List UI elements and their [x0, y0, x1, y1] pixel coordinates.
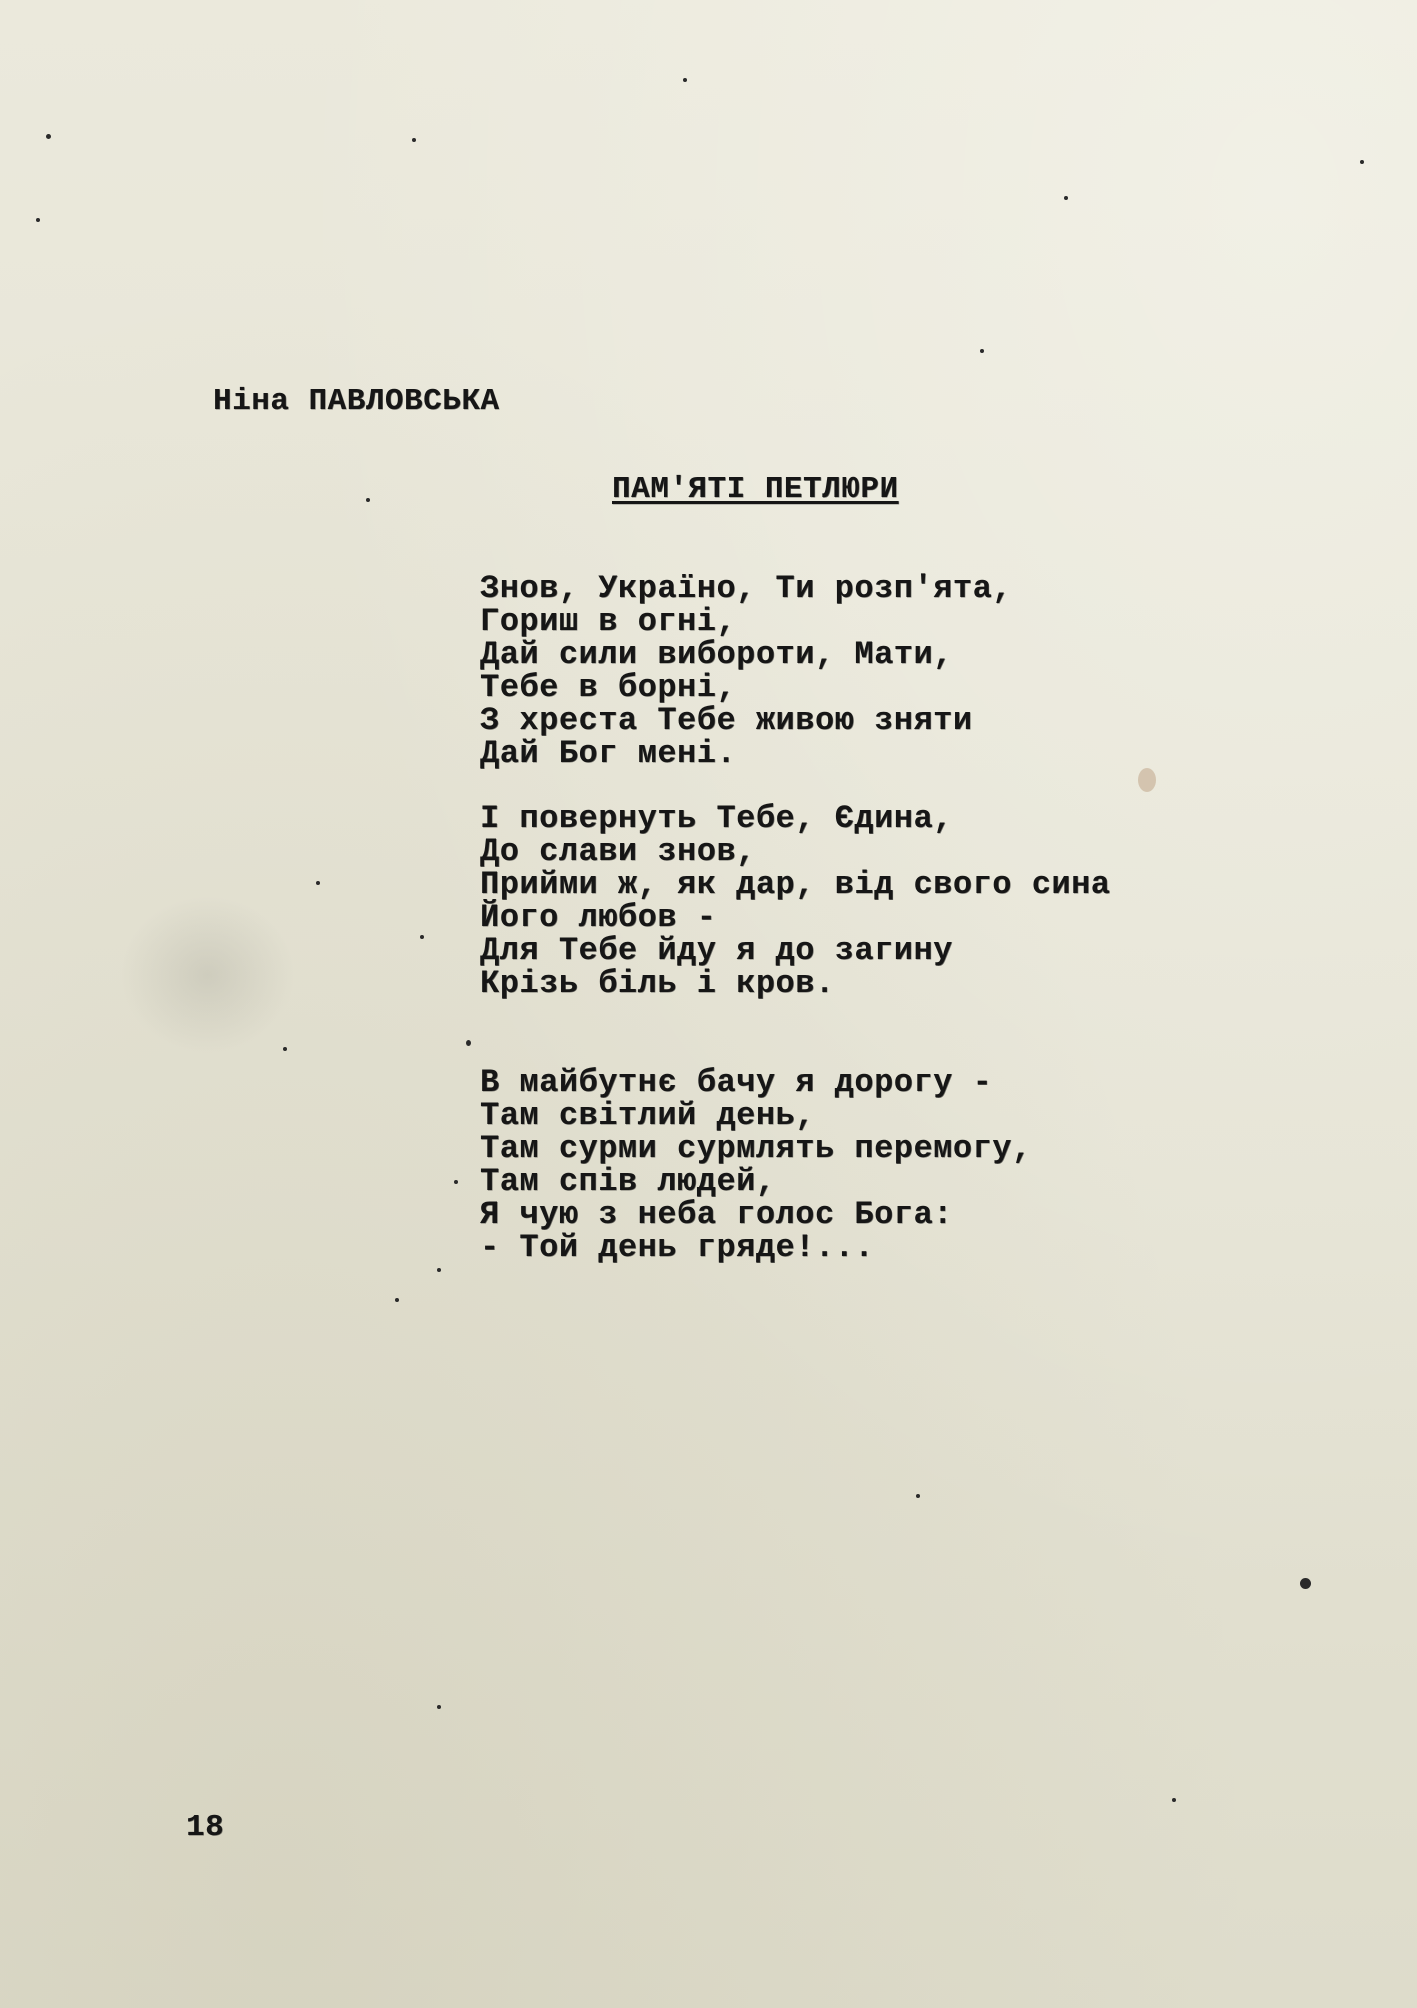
ink-speck [46, 134, 51, 139]
page-number: 18 [186, 1810, 225, 1845]
poem-line: Гориш в огні, [480, 603, 737, 640]
poem-line: Там сурми сурмлять перемогу, [480, 1130, 1032, 1167]
poem-line: Дай Бог мені. [480, 735, 737, 772]
ink-speck [1300, 1578, 1311, 1589]
poem-line: Крізь біль і кров. [480, 965, 835, 1002]
ink-speck [283, 1047, 287, 1051]
ink-speck [1172, 1798, 1176, 1802]
ink-speck [1064, 196, 1068, 200]
ink-speck [366, 498, 370, 502]
poem-line: В майбутнє бачу я дорогу - [480, 1064, 993, 1101]
author-name: Ніна ПАВЛОВСЬКА [213, 384, 500, 419]
ink-smudge [120, 895, 295, 1055]
stanza-1 [480, 572, 1240, 770]
poem-line: Прийми ж, як дар, від свого сина [480, 866, 1111, 903]
ink-speck [395, 1298, 399, 1302]
ink-speck [437, 1268, 441, 1272]
ink-speck [916, 1494, 920, 1498]
ink-speck [683, 78, 687, 82]
poem-line: Знов, Україно, Ти розп'ята, [480, 570, 1012, 607]
poem-line: Там спів людей, [480, 1163, 776, 1200]
ink-speck [36, 218, 40, 222]
ink-speck [980, 349, 984, 353]
poem-title: ПАМ'ЯТІ ПЕТЛЮРИ [612, 472, 899, 507]
poem-line: Там світлий день, [480, 1097, 815, 1134]
poem-line: - Той день гряде!... [480, 1229, 875, 1266]
poem-line: Дай сили вибороти, Мати, [480, 636, 953, 673]
poem-line: До слави знов, [480, 833, 756, 870]
poem-line: Для Тебе йду я до загину [480, 932, 953, 969]
ink-speck [466, 1040, 471, 1046]
poem-line: Я чую з неба голос Бога: [480, 1196, 953, 1233]
poem-line: Тебе в борні, [480, 669, 737, 706]
ink-speck [412, 138, 416, 142]
poem-body [480, 572, 1240, 1264]
poem-line: Його любов - [480, 899, 717, 936]
ink-speck [316, 881, 320, 885]
poem-line: І повернуть Тебе, Єдина, [480, 800, 953, 837]
stanza-2 [480, 802, 1240, 1000]
poem-line: З хреста Тебе живою зняти [480, 702, 973, 739]
ink-speck [437, 1705, 441, 1709]
ink-speck [1360, 160, 1364, 164]
stanza-3 [480, 1066, 1240, 1264]
ink-speck [420, 935, 424, 939]
ink-speck [454, 1180, 458, 1184]
